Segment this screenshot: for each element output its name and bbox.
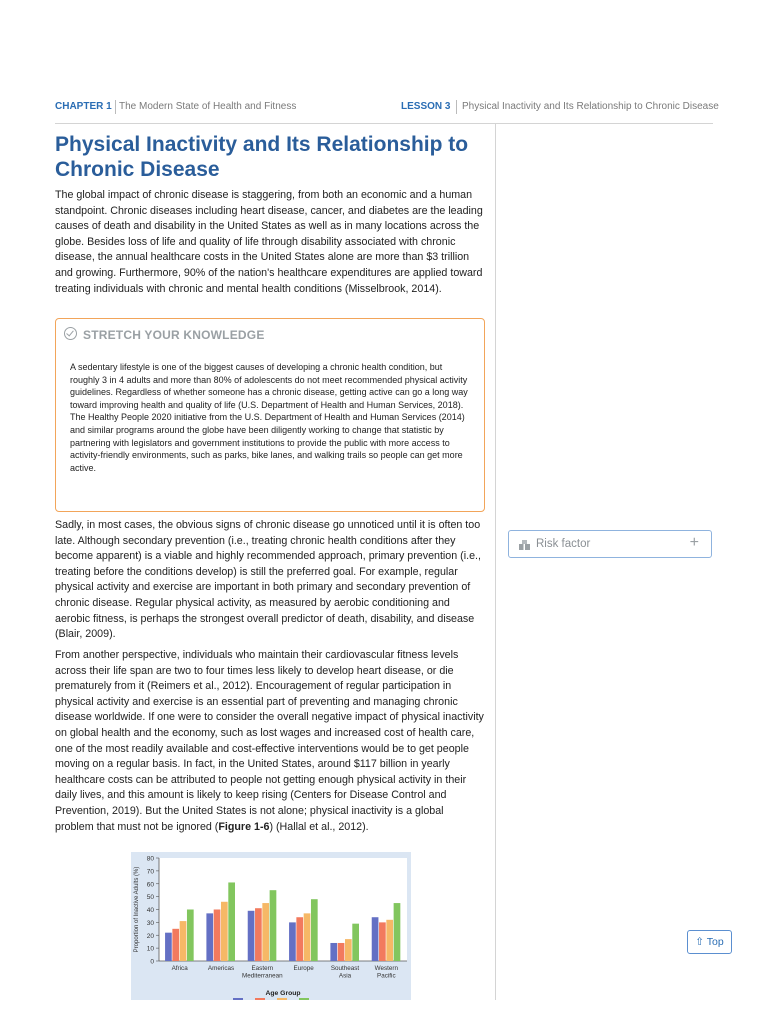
x-tick-label: Pacific [377,972,396,980]
x-tick-label: Western [374,965,399,972]
callout-heading[interactable] [64,327,265,343]
page-title: Physical Inactivity and Its Relationship to Chronic Disease [55,133,469,181]
y-tick-label: 50 [146,894,154,902]
lesson-header [55,100,719,116]
puzzle-icon [519,540,530,550]
x-tick-label: Africa [171,965,188,972]
y-tick-label: 40 [146,907,154,914]
bar [386,920,393,961]
chart-svg [131,852,411,1000]
bar [262,903,269,961]
legend-swatch [233,998,243,1000]
y-tick-label: 60 [146,881,154,889]
bar [296,917,303,961]
bar [311,899,318,961]
y-tick-label: 80 [146,855,154,863]
header-divider [456,100,457,114]
y-tick-label: 70 [146,868,154,876]
x-tick-label: Eastern [251,965,274,972]
x-tick-label: Americas [207,965,235,972]
bar [338,943,345,961]
paragraph-global-impact: The global impact of chronic disease is staggering, from both an economic and a human standpoint. Chronic diseases including heart disease, cancer, and diabetes are the leading causes of death and disability in the United States as well as in many locations across the globe. Besides loss of life and quality of life through disability associated with chronic disease, the annual healthcare costs in the United States alone are more than $3 trillion and growing. Furthermore, 90% of the nation's healthcare expenditures are applied toward treating individuals with chronic and mental health conditions (Misselbrook, 2014). [55,189,483,295]
y-tick-label: 20 [146,932,154,940]
bar [352,924,359,961]
risk-factor-label: Risk factor [536,538,591,550]
lesson-label[interactable]: LESSON 3 [401,101,451,112]
bar [379,922,386,961]
legend-swatch [277,998,287,1000]
bar [214,910,221,962]
check-circle-icon [64,327,77,340]
legend-swatch [299,998,309,1000]
stretch-your-knowledge-callout [55,318,485,512]
chapter-title[interactable]: The Modern State of Health and Fitness [119,101,297,112]
paragraph-prevention: Sadly, in most cases, the obvious signs of chronic disease go unnoticed until it is often too late. Although secondary prevention (i.e., treating chronic health conditions after they become apparent) is a viable and highly recommended approach, primary prevention (i.e., treating before the conditions develop) is still the preferred goal. For example, regular physical activity and exercise are important in both primary and secondary prevention of chronic disease. Regular physical activity, as measured by aerobic conditioning and aerobic fitness, is perhaps the strongest overall predictor of death, disability, and disease (Blair, 2009). [55,519,481,641]
bar [228,882,235,961]
bar [187,910,194,962]
plot-area [159,858,407,961]
x-tick-label: Europe [293,965,314,972]
paragraph-text: From another perspective, individuals who maintain their cardiovascular fitness levels across their life span are two to four times less likely to develop heart disease, or die prematurely from it (Reimers et al., 2012). Encouragement of regular participation in physical activity and exercise is an essential part of preventing and managing chronic disease worldwide. If one were to consider the overall negative impact of physical inactivity on global health and the economy, such as lost wages and increased cost of health care, one of the most readily available and cost-effective interventions would be to get people moving on a regular basis. In fact, in the United States, around $117 billion in yearly healthcare costs can be attributed to people not getting enough physical activity in their daily lives, and this amount is likely to keep rising (Centers for Disease Control and Prevention, 2019). But the United States is not alone; physical inactivity is a global problem that must not be ignored ( [55,649,484,833]
lesson-title[interactable]: Physical Inactivity and Its Relationship to Chronic Disease [462,101,719,112]
bar [304,913,311,961]
column-divider [495,124,496,1000]
header-divider [115,100,116,114]
bar [270,890,277,961]
paragraph-another-perspective [55,648,485,835]
x-tick-label: Southeast [330,965,360,972]
paragraph-text: ) (Hallal et al., 2012). [269,820,369,833]
x-tick-label: Asia [338,972,352,980]
bar [372,917,379,961]
risk-factor-button[interactable] [508,530,712,558]
bar [221,902,228,961]
y-axis-label: Proportion of Inactive Adults (%) [134,866,140,953]
callout-body: A sedentary lifestyle is one of the biggest causes of developing a chronic health condition, but roughly 3 in 4 adults and more than 80% of adolescents do not meet recommended physical activity guidelines. Regardless of whether someone has a chronic disease, getting active can go a long way toward improving health and quality of life (U.S. Department of Health and Human Services, 2018). The Healthy People 2020 initiative from the U.S. Department of Health and Human Services (2014) and similar programs around the globe have been diligently working to change that statistic by partnering with legislators and government institutions to provide the public with more access to activity-friendly environments, such as parks, bike lanes, and walking trails so people can get more active. [70,362,468,473]
x-tick-label: Mediterranean [242,972,283,980]
chapter-label[interactable]: CHAPTER 1 [55,101,112,112]
figure-1-6-chart [131,852,411,1000]
legend-swatch [255,998,265,1000]
bar [180,921,187,961]
bar [394,903,401,961]
figure-link[interactable]: Figure 1-6 [218,820,270,833]
bar [206,913,213,961]
y-tick-label: 30 [146,919,154,927]
back-to-top-button[interactable]: ⇧ Top [687,930,732,954]
bar [289,922,296,961]
plus-icon[interactable]: + [689,534,699,551]
bar [345,939,352,961]
bar [172,929,179,961]
header-rule [55,123,713,124]
bar [248,911,255,961]
bar [255,908,262,961]
legend-title: Age Group [265,990,301,997]
y-tick-label: 10 [146,945,154,953]
bar [330,943,337,961]
bar [165,933,172,961]
callout-heading-text: STRETCH YOUR KNOWLEDGE [83,328,265,342]
y-tick-label: 0 [150,958,154,966]
